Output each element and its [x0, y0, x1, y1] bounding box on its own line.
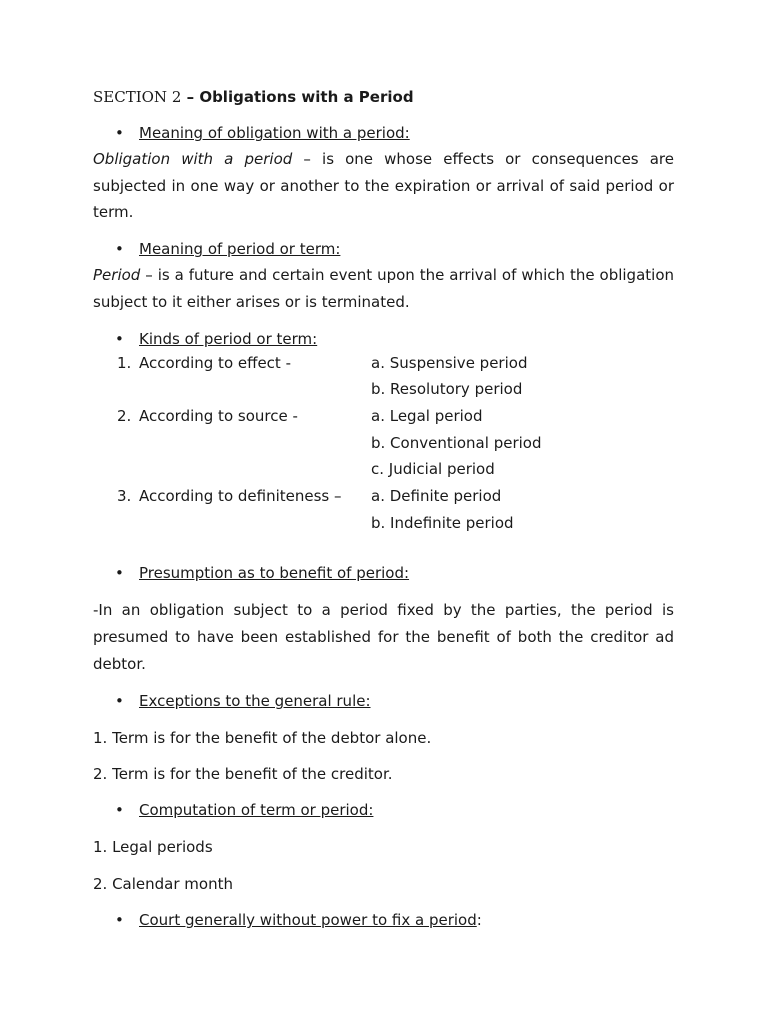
kinds-row-title: According to effect -: [139, 353, 291, 372]
exception-item: 2. Term is for the benefit of the creditor.: [93, 765, 393, 784]
kinds-row: [93, 510, 674, 537]
term-period: Period: [93, 266, 141, 285]
bullet-heading-court: Court generally without power to fix a period: [139, 911, 477, 930]
bullet-court-power: [93, 909, 674, 931]
bullet-heading-kinds: Kinds of period or term:: [139, 329, 318, 348]
definition-obligation-text: – is one whose effects or consequences are subjected in one way or another to the expiration or arrival of said period or term.: [93, 150, 675, 222]
kinds-row-option: b. Indefinite period: [371, 513, 514, 532]
definition-period: [93, 262, 674, 315]
section-title-rest: – Obligations with a Period: [181, 88, 414, 106]
kinds-row-number: 2.: [117, 406, 132, 425]
bullet-meaning-period: [93, 238, 674, 260]
document-page: [93, 86, 674, 931]
kinds-row: [93, 483, 674, 510]
kinds-row-option: a. Definite period: [371, 486, 502, 505]
bullet-heading-court-colon: :: [476, 911, 482, 930]
bullet-heading-exceptions: Exceptions to the general rule:: [139, 692, 371, 711]
kinds-row: [93, 350, 674, 377]
kinds-row-option: a. Suspensive period: [371, 353, 528, 372]
section-title-lead: SECTION 2: [93, 88, 182, 106]
definition-period-text: – is a future and certain event upon the arrival of which the obligation subject to it either arises or is terminated.: [93, 266, 674, 311]
kinds-row-number: 1.: [117, 353, 132, 372]
definition-obligation-with-period: [93, 146, 674, 226]
kinds-list: [93, 350, 674, 537]
bullet-presumption: [93, 562, 674, 584]
exception-item: 1. Term is for the benefit of the debtor alone.: [93, 729, 432, 748]
kinds-row-title: According to definiteness –: [139, 486, 342, 505]
kinds-row: [93, 403, 674, 430]
kinds-row: [93, 456, 674, 483]
section-title: [93, 86, 674, 108]
bullet-meaning-obligation: [93, 122, 674, 144]
kinds-row-option: a. Legal period: [371, 406, 483, 425]
bullet-exceptions: [93, 690, 674, 712]
kinds-row-title: According to source -: [139, 406, 298, 425]
kinds-row-option: b. Resolutory period: [371, 380, 523, 399]
term-obligation-with-period: Obligation with a period: [93, 150, 293, 168]
computation-item: 2. Calendar month: [93, 875, 233, 894]
presumption-text: -In an obligation subject to a period fixed by the parties, the period is presumed to have been established for the benefit of both the creditor ad debtor.: [93, 601, 674, 673]
kinds-row: [93, 430, 674, 457]
bullet-heading-computation: Computation of term or period:: [139, 801, 374, 820]
kinds-row-option: b. Conventional period: [371, 433, 542, 452]
bullet-heading-meaning-period: Meaning of period or term:: [139, 240, 341, 259]
kinds-row-option: c. Judicial period: [371, 460, 495, 479]
bullet-kinds-of-period: [93, 328, 674, 350]
kinds-row-number: 3.: [117, 486, 132, 505]
bullet-heading-presumption: Presumption as to benefit of period:: [139, 564, 410, 583]
bullet-heading-meaning-obligation: Meaning of obligation with a period:: [139, 124, 410, 142]
bullet-computation: [93, 799, 674, 821]
computation-item: 1. Legal periods: [93, 838, 213, 857]
kinds-row: [93, 376, 674, 403]
